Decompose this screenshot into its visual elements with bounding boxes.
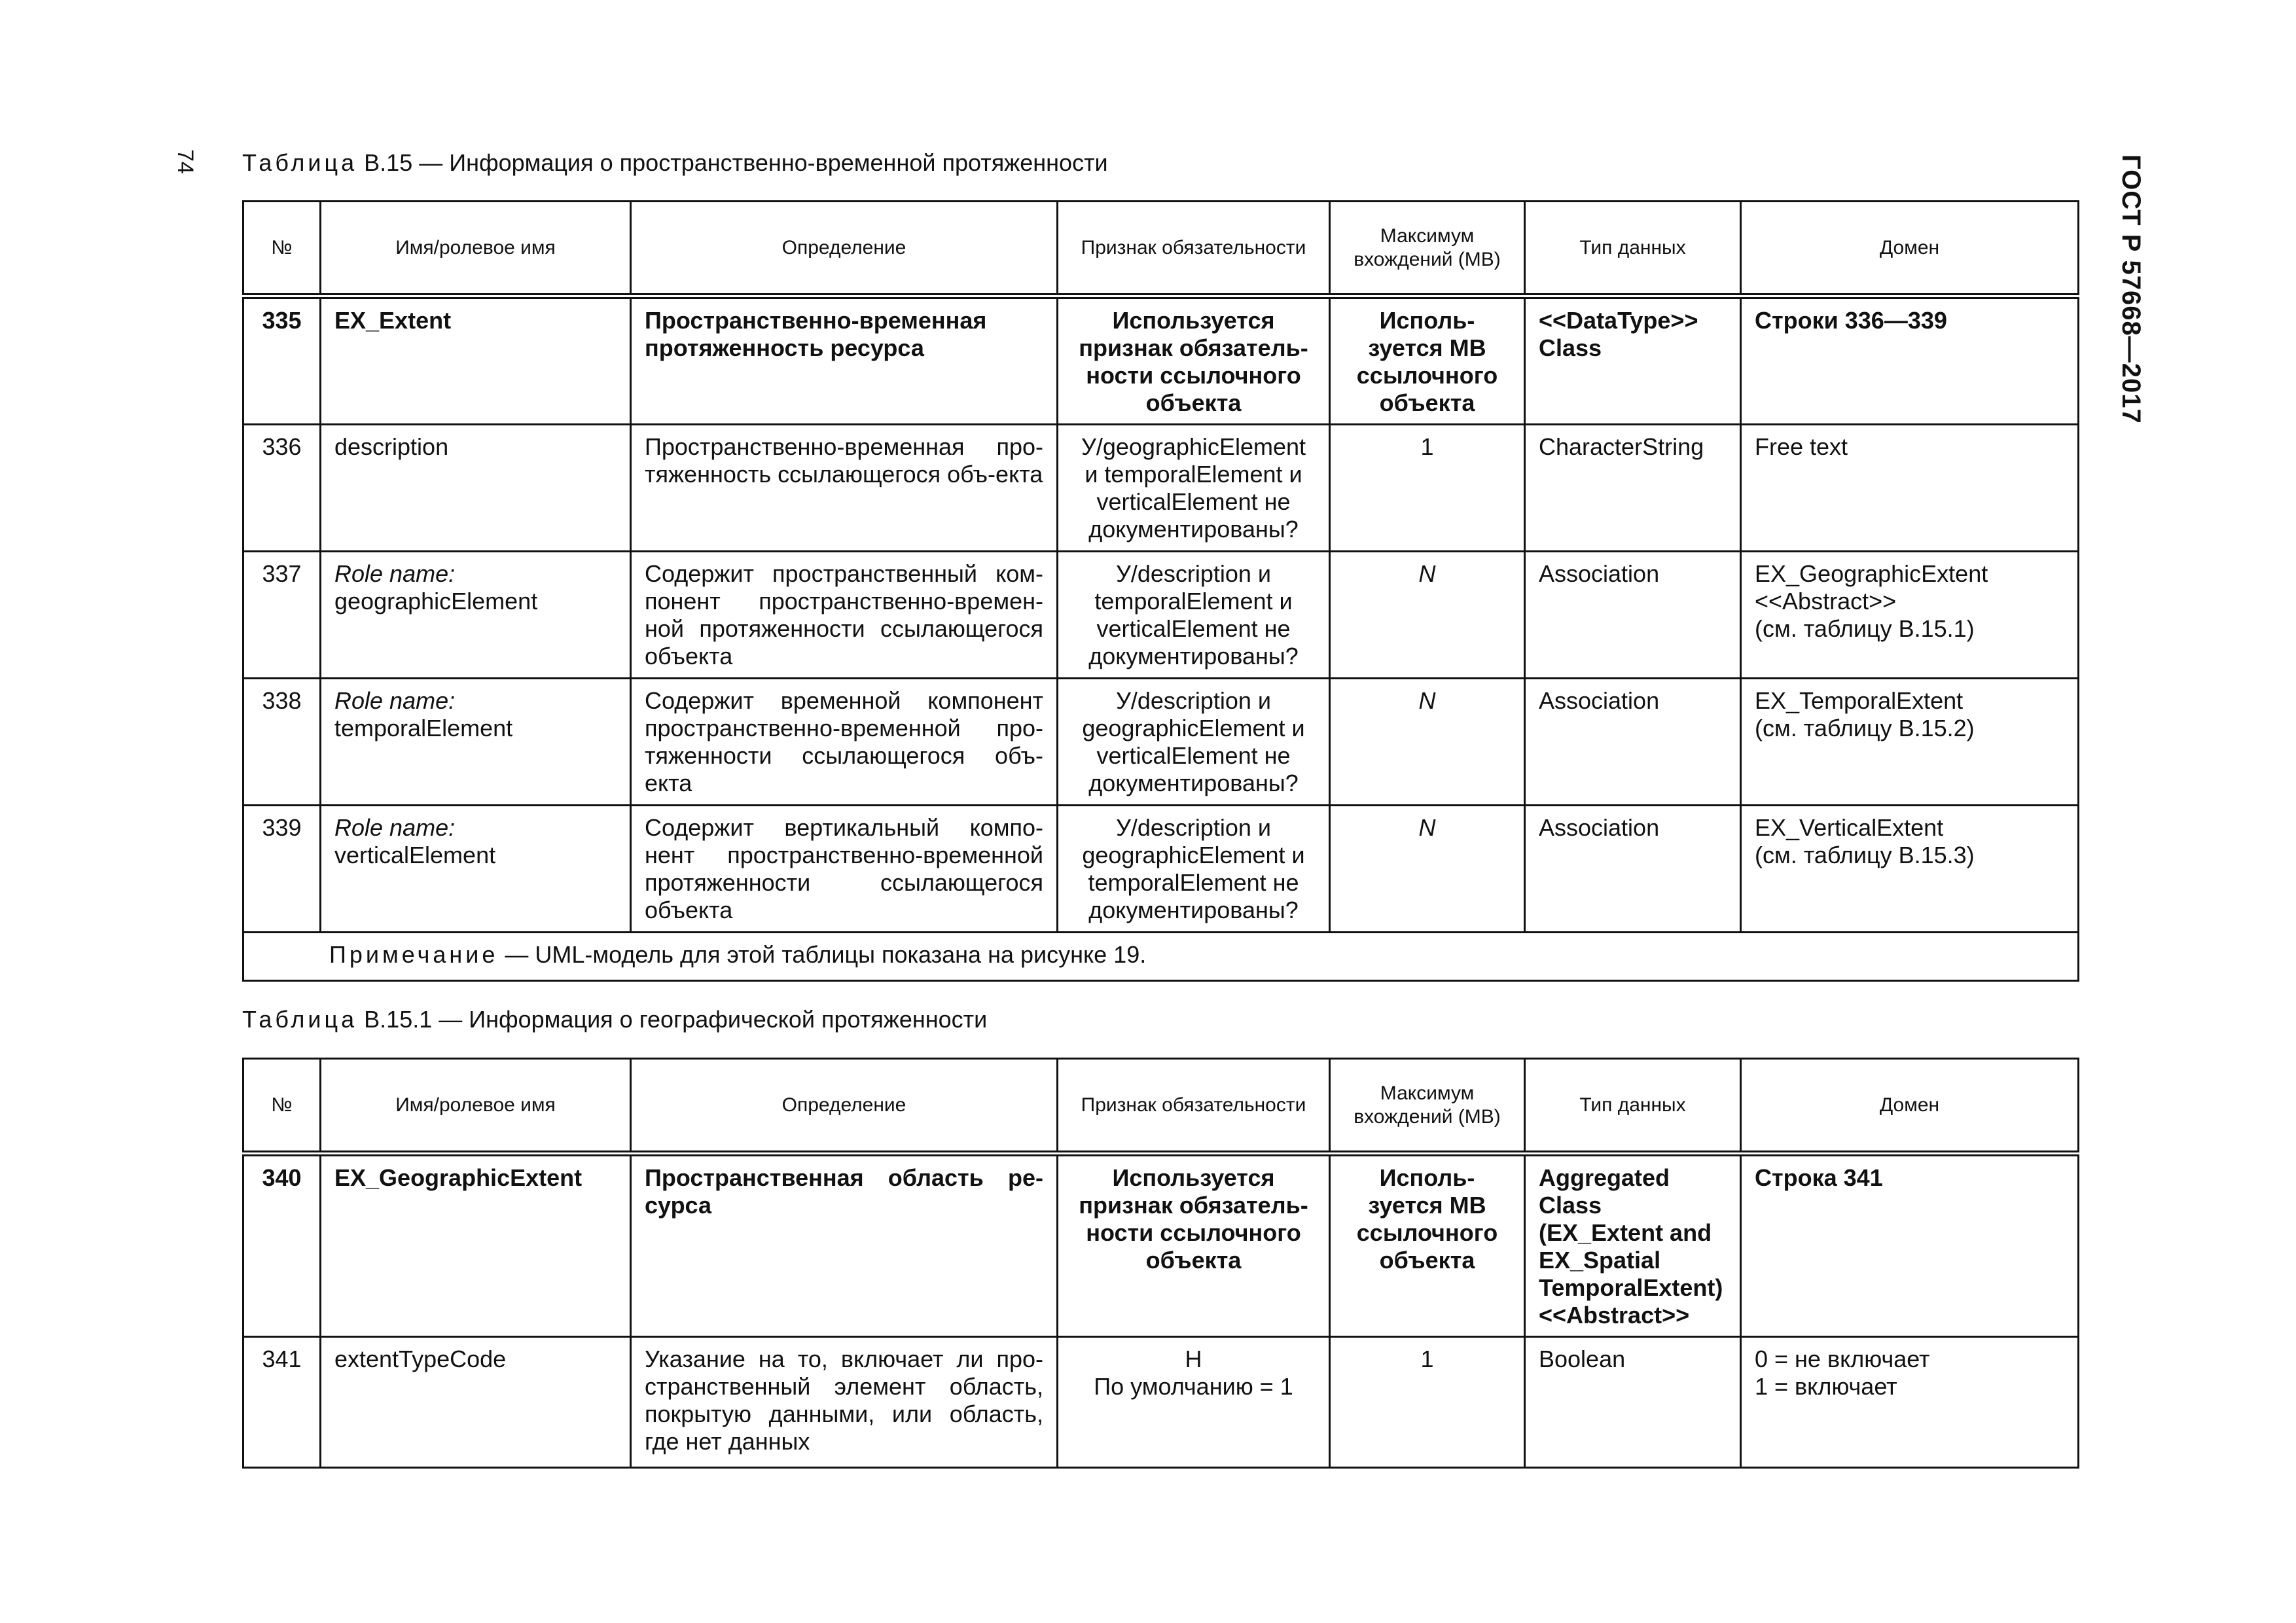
caption-label: Таблица	[242, 1006, 358, 1033]
cell-num: 339	[243, 806, 321, 933]
cell-name	[321, 806, 631, 933]
cell-name: extentTypeCode	[321, 1337, 631, 1468]
table-2	[242, 1058, 2079, 1469]
cell-data-type: CharacterString	[1525, 425, 1741, 552]
cell-num: 337	[243, 552, 321, 679]
table-2-caption	[242, 1006, 987, 1033]
table-1	[242, 200, 2079, 982]
cell-max-occurrences: Исполь-зуется МВ ссылочного объекта	[1330, 1154, 1525, 1337]
table-row	[243, 425, 2079, 552]
table-note-row	[243, 933, 2079, 981]
role-name-value: temporalElement	[334, 715, 513, 741]
cell-num: 340	[243, 1154, 321, 1337]
cell-max-occurrences: N	[1330, 806, 1525, 933]
cell-data-type: Association	[1525, 679, 1741, 806]
header-obligation: Признак обязательности	[1058, 1059, 1330, 1154]
cell-max-occurrences: N	[1330, 679, 1525, 806]
cell-definition: Пространственно-временная про-тяженность ссылающегося объ-екта	[631, 425, 1058, 552]
cell-max-occurrences: Исполь-зуется МВ ссылочного объекта	[1330, 296, 1525, 425]
page-number: 74	[173, 149, 198, 174]
table-row	[243, 552, 2079, 679]
header-data-type: Тип данных	[1525, 1059, 1741, 1154]
cell-max-occurrences: 1	[1330, 1337, 1525, 1468]
table-header-row	[243, 1059, 2079, 1154]
caption-text: В.15.1 — Информация о географической протяженности	[364, 1006, 988, 1033]
header-definition: Определение	[631, 1059, 1058, 1154]
cell-name: description	[321, 425, 631, 552]
cell-num: 335	[243, 296, 321, 425]
role-name-prefix: Role name:	[334, 687, 456, 714]
cell-domain: Строки 336—339	[1741, 296, 2079, 425]
cell-name: EX_Extent	[321, 296, 631, 425]
cell-definition: Пространственная область ре-сурса	[631, 1154, 1058, 1337]
cell-num: 336	[243, 425, 321, 552]
table-header-row	[243, 202, 2079, 296]
table-1-caption	[242, 149, 1108, 177]
cell-data-type: <<DataType>> Class	[1525, 296, 1741, 425]
header-max-occurrences: Максимум вхождений (МВ)	[1330, 1059, 1525, 1154]
role-name-prefix: Role name:	[334, 814, 456, 841]
note-label: Примечание	[329, 941, 499, 968]
header-domain: Домен	[1741, 1059, 2079, 1154]
document-title: ГОСТ Р 57668—2017	[2117, 154, 2145, 424]
caption-label: Таблица	[242, 149, 358, 176]
cell-obligation: Используется признак обязатель-ности ссылочного объекта	[1058, 1154, 1330, 1337]
cell-obligation: Используется признак обязатель-ности ссылочного объекта	[1058, 296, 1330, 425]
cell-data-type: Association	[1525, 552, 1741, 679]
cell-data-type: Boolean	[1525, 1337, 1741, 1468]
cell-obligation: У/geographicElement и temporalElement и verticalElement не документированы?	[1058, 425, 1330, 552]
cell-obligation: У/description и geographicElement и temporalElement не документированы?	[1058, 806, 1330, 933]
role-name-prefix: Role name:	[334, 560, 456, 587]
header-max-occurrences: Максимум вхождений (МВ)	[1330, 202, 1525, 296]
table-row	[243, 679, 2079, 806]
cell-definition: Указание на то, включает ли про-странственный элемент область, покрытую данными, или область, где нет данных	[631, 1337, 1058, 1468]
cell-obligation: У/description и geographicElement и verticalElement не документированы?	[1058, 679, 1330, 806]
header-obligation: Признак обязательности	[1058, 202, 1330, 296]
cell-name	[321, 552, 631, 679]
cell-name: EX_GeographicExtent	[321, 1154, 631, 1337]
header-num: №	[243, 202, 321, 296]
table-row	[243, 1337, 2079, 1468]
header-data-type: Тип данных	[1525, 202, 1741, 296]
cell-max-occurrences: N	[1330, 552, 1525, 679]
cell-obligation: У/description и temporalElement и verticalElement не документированы?	[1058, 552, 1330, 679]
cell-domain: Free text	[1741, 425, 2079, 552]
table-row	[243, 806, 2079, 933]
cell-domain: EX_GeographicExtent <<Abstract>> (см. таблицу В.15.1)	[1741, 552, 2079, 679]
cell-obligation: Н По умолчанию = 1	[1058, 1337, 1330, 1468]
cell-domain: Строка 341	[1741, 1154, 2079, 1337]
role-name-value: verticalElement	[334, 842, 496, 868]
cell-domain: EX_VerticalExtent (см. таблицу В.15.3)	[1741, 806, 2079, 933]
cell-definition: Содержит вертикальный компо-нент пространственно-временной протяженности ссылающегося объекта	[631, 806, 1058, 933]
cell-max-occurrences: 1	[1330, 425, 1525, 552]
role-name-value: geographicElement	[334, 588, 538, 615]
header-domain: Домен	[1741, 202, 2079, 296]
cell-definition: Содержит временной компонент пространственно-временной про-тяженности ссылающегося объ-екта	[631, 679, 1058, 806]
cell-data-type: Association	[1525, 806, 1741, 933]
table-row	[243, 1154, 2079, 1337]
cell-domain: 0 = не включает 1 = включает	[1741, 1337, 2079, 1468]
cell-name	[321, 679, 631, 806]
cell-data-type: Aggregated Class (EX_Extent and EX_Spatial TemporalExtent) <<Abstract>>	[1525, 1154, 1741, 1337]
cell-definition: Содержит пространственный ком-понент пространственно-времен-ной протяженности ссылающегося объекта	[631, 552, 1058, 679]
cell-definition: Пространственно-временная протяженность ресурса	[631, 296, 1058, 425]
header-name: Имя/ролевое имя	[321, 1059, 631, 1154]
table-row	[243, 296, 2079, 425]
caption-text: В.15 — Информация о пространственно-временной протяженности	[364, 149, 1108, 176]
header-num: №	[243, 1059, 321, 1154]
header-name: Имя/ролевое имя	[321, 202, 631, 296]
header-definition: Определение	[631, 202, 1058, 296]
table-note	[243, 933, 2079, 981]
cell-domain: EX_TemporalExtent (см. таблицу В.15.2)	[1741, 679, 2079, 806]
note-text: — UML-модель для этой таблицы показана на рисунке 19.	[498, 941, 1147, 968]
cell-num: 338	[243, 679, 321, 806]
cell-num: 341	[243, 1337, 321, 1468]
